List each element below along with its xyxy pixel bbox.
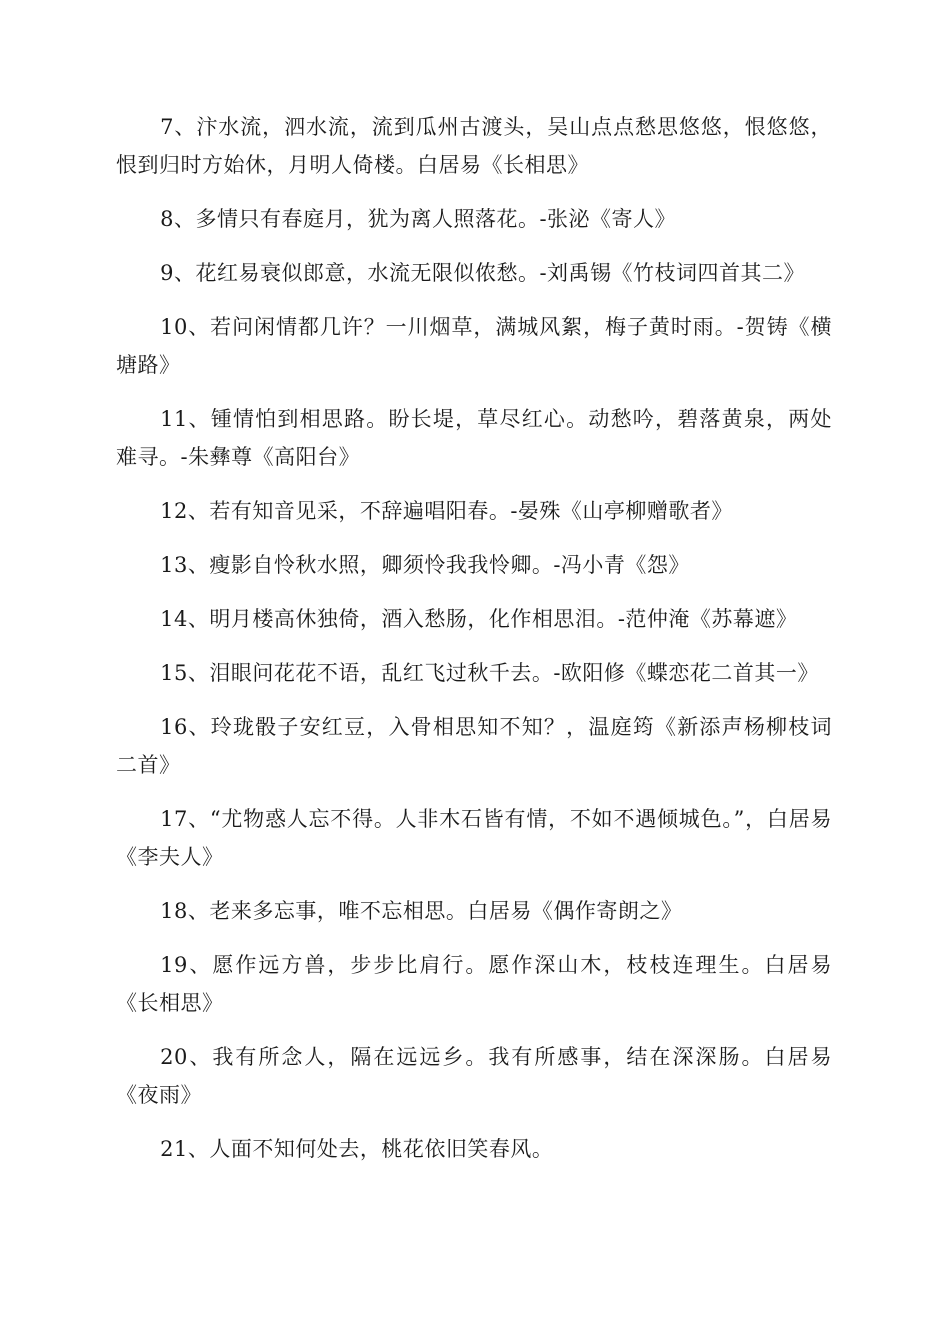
poem-entry-17: 17、“尤物惑人忘不得。人非木石皆有情，不如不遇倾城色。”，白居易《李夫人》 [116,807,832,869]
poem-entry-10: 10、若问闲情都几许？一川烟草，满城风絮，梅子黄时雨。-贺铸《横塘路》 [116,315,832,377]
poem-entry-18: 18、老来多忘事，唯不忘相思。白居易《偶作寄朗之》 [160,899,683,923]
poem-entry-9: 9、花红易衰似郎意，水流无限似侬愁。-刘禹锡《竹枝词四首其二》 [160,261,806,285]
poem-entry-12: 12、若有知音见采，不辞遍唱阳春。-晏殊《山亭柳赠歌者》 [160,499,733,523]
poem-entry-8: 8、多情只有春庭月，犹为离人照落花。-张泌《寄人》 [160,207,677,231]
poem-entry-14: 14、明月楼高休独倚，酒入愁肠，化作相思泪。-范仲淹《苏幕遮》 [160,607,798,631]
poem-entry-15: 15、泪眼问花花不语，乱红飞过秋千去。-欧阳修《蝶恋花二首其一》 [160,661,819,685]
poem-entry-21: 21、人面不知何处去，桃花依旧笑春风。 [160,1137,554,1161]
poem-entry-13: 13、瘦影自怜秋水照，卿须怜我我怜卿。-冯小青《怨》 [160,553,690,577]
poem-entry-11: 11、锺情怕到相思路。盼长堤，草尽红心。动愁吟，碧落黄泉，两处难寻。-朱彝尊《高阳台》 [116,407,832,469]
poem-entry-7: 7、汴水流，泗水流，流到瓜州古渡头，吴山点点愁思悠悠，恨悠悠，恨到归时方始休，月明人倚楼。白居易《长相思》 [116,115,832,177]
poem-entry-19: 19、愿作远方兽，步步比肩行。愿作深山木，枝枝连理生。白居易《长相思》 [116,953,832,1015]
poem-entry-16: 16、玲珑骰子安红豆，入骨相思知不知？，温庭筠《新添声杨柳枝词二首》 [116,715,832,777]
poem-entry-20: 20、我有所念人，隔在远远乡。我有所感事，结在深深肠。白居易《夜雨》 [116,1045,832,1107]
